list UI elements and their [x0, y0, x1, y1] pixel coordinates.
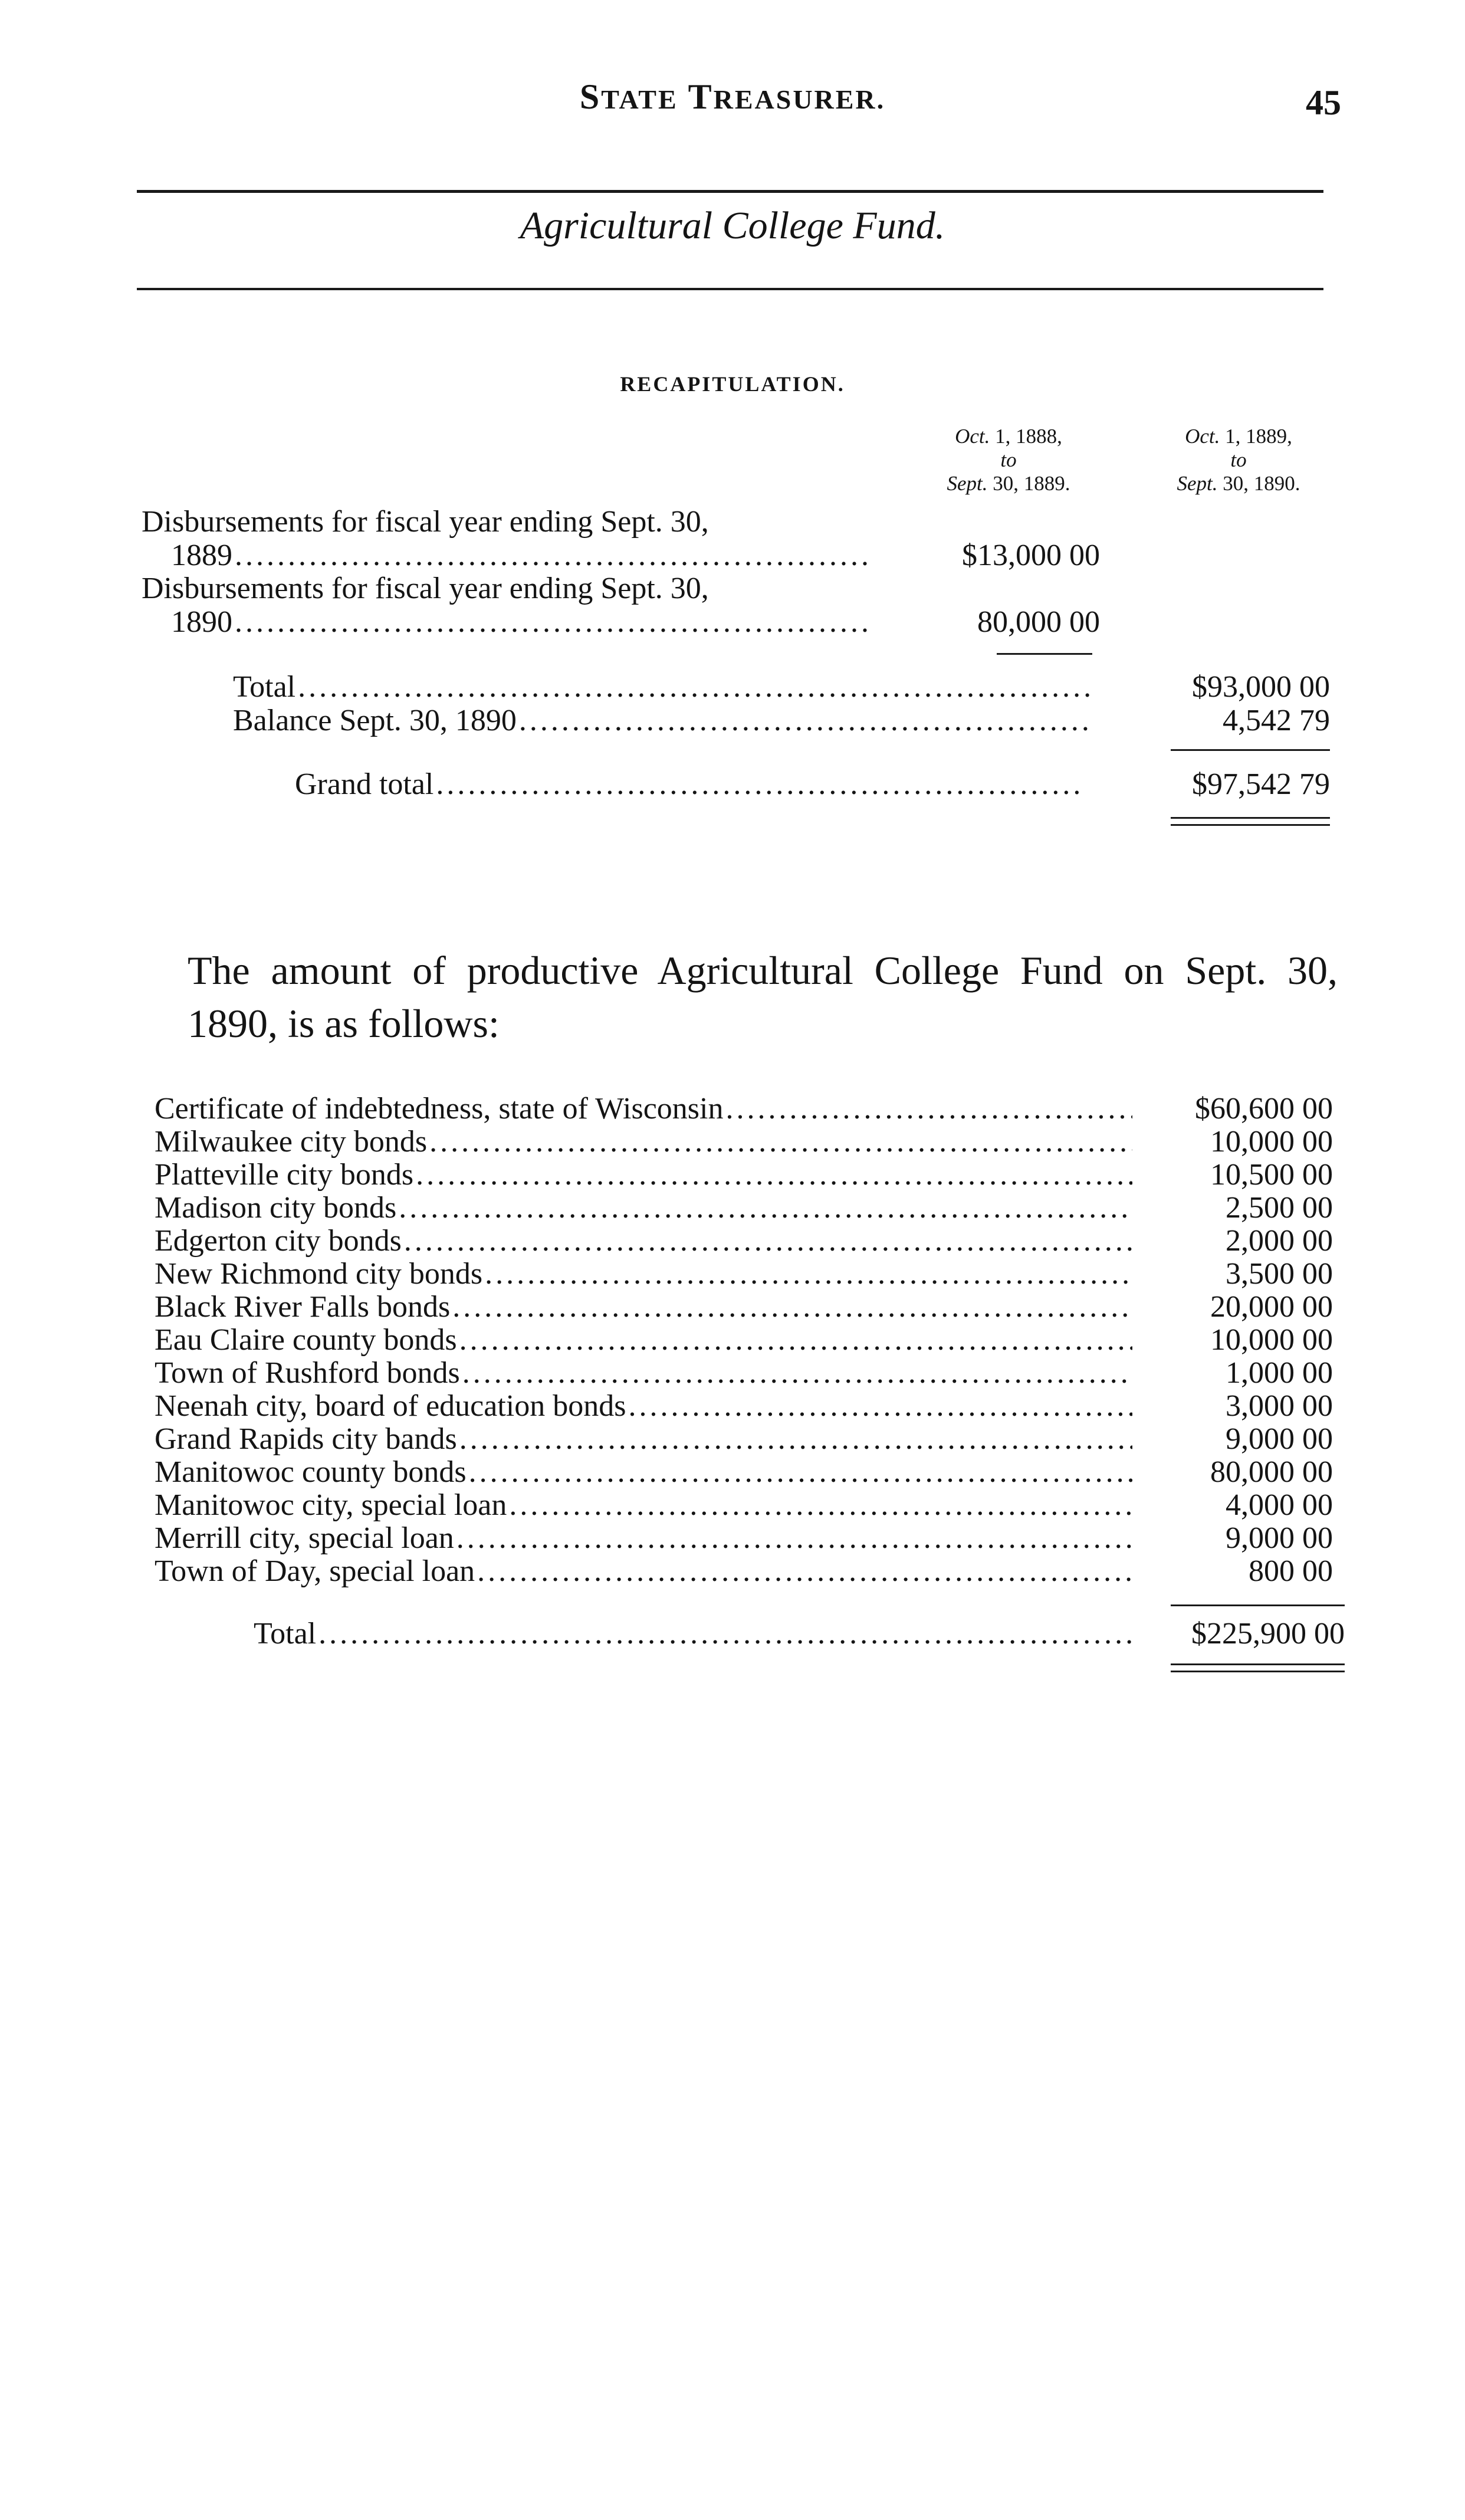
fund-row: [155, 1256, 1333, 1289]
fund-row: [155, 1289, 1333, 1323]
col2-line3-italic: Sept.: [1177, 472, 1218, 495]
dot-leader: [725, 1091, 1132, 1126]
fund-label: Milwaukee city bonds: [155, 1125, 428, 1159]
fund-row: [155, 1521, 1333, 1554]
running-head: [0, 77, 1465, 117]
top-rule: [137, 190, 1323, 193]
fund-row: [155, 1091, 1333, 1124]
fund-row: [155, 1157, 1333, 1190]
fund-label: Manitowoc city, special loan: [155, 1488, 507, 1522]
fund-total-label: Total: [254, 1617, 317, 1651]
dot-leader: [459, 1422, 1132, 1456]
fund-amount: 9,000 00: [1226, 1521, 1333, 1555]
col1-line3-italic: Sept.: [947, 472, 988, 495]
fund-label: Edgerton city bonds: [155, 1224, 402, 1258]
fund-total-row: [254, 1616, 1132, 1651]
double-rule-bottom: [1171, 824, 1330, 826]
dot-leader: [235, 538, 867, 573]
subtotal-rule: [997, 653, 1092, 655]
dot-leader: [628, 1389, 1132, 1423]
fund-amount: $60,600 00: [1195, 1092, 1333, 1126]
dot-leader: [298, 670, 1094, 704]
fund-row: [155, 1323, 1333, 1356]
dot-leader: [429, 1124, 1132, 1159]
double-rule-top: [1171, 817, 1330, 819]
dot-leader: [235, 605, 867, 639]
fund-list: [155, 1091, 1333, 1587]
col2-line2: to: [1230, 448, 1247, 471]
fund-amount: 2,000 00: [1226, 1224, 1333, 1258]
fund-label: Merrill city, special loan: [155, 1521, 454, 1555]
fund-amount: 80,000 00: [1210, 1455, 1333, 1489]
column-header-1890: [1135, 425, 1342, 496]
fund-label: Town of Day, special loan: [155, 1554, 475, 1588]
col2-line3: 30, 1890.: [1223, 472, 1300, 495]
fund-total-amount: $225,900 00: [1191, 1617, 1345, 1651]
dot-leader: [485, 1256, 1132, 1291]
intro-paragraph: The amount of productive Agricultural College Fund on Sept. 30, 1890, is as follows:: [188, 948, 1338, 1046]
recap-balance-amount: 4,542 79: [1223, 704, 1330, 737]
col2-line1: 1, 1889,: [1225, 425, 1292, 448]
running-head-initial-1: S: [579, 77, 602, 116]
fund-row: [155, 1389, 1333, 1422]
section-title: Agricultural College Fund.: [520, 204, 945, 247]
col1-line3: 30, 1889.: [993, 472, 1070, 495]
disbursement-1890-year: 1890: [171, 605, 232, 639]
fund-label: Neenah city, board of education bonds: [155, 1389, 626, 1423]
running-head-word-1: TATE: [601, 84, 678, 114]
disbursement-1889-year: 1889: [171, 539, 232, 572]
dot-leader: [519, 703, 1094, 738]
dot-leader: [318, 1616, 1132, 1651]
dot-leader: [416, 1157, 1132, 1192]
fund-row: [155, 1124, 1333, 1157]
recapitulation-heading: RECAPITULATION.: [620, 372, 845, 396]
fund-label: New Richmond city bonds: [155, 1257, 483, 1291]
fund-amount: 9,000 00: [1226, 1422, 1333, 1456]
section-rule: [137, 288, 1323, 290]
disbursement-1890-line1: Disbursements for fiscal year ending Sept. 30,: [142, 572, 709, 605]
fund-amount: 20,000 00: [1210, 1290, 1333, 1324]
fund-label: Eau Claire county bonds: [155, 1323, 457, 1357]
page-number: 45: [1306, 83, 1341, 122]
dot-leader: [404, 1223, 1132, 1258]
fund-amount: 2,500 00: [1226, 1191, 1333, 1225]
recap-total-row: [233, 670, 1094, 704]
recap-grand-total-label: Grand total: [295, 767, 434, 801]
fund-label: Black River Falls bonds: [155, 1290, 451, 1324]
col1-line1: 1, 1888,: [995, 425, 1062, 448]
col2-line1-italic: Oct.: [1185, 425, 1220, 448]
grand-total-rule: [1171, 749, 1330, 751]
column-header-1889: [905, 425, 1112, 496]
fund-row: [155, 1356, 1333, 1389]
disbursement-1890-amount: 80,000 00: [977, 605, 1100, 639]
disbursement-1890-line2: [171, 605, 867, 639]
disbursement-1889-amount: $13,000 00: [962, 539, 1100, 572]
fund-amount: 10,000 00: [1210, 1323, 1333, 1357]
fund-label: Grand Rapids city bands: [155, 1422, 457, 1456]
dot-leader: [462, 1356, 1132, 1390]
recap-balance-row: [233, 703, 1094, 738]
fund-amount: 3,000 00: [1226, 1389, 1333, 1423]
fund-amount: 1,000 00: [1226, 1356, 1333, 1390]
dot-leader: [477, 1554, 1132, 1589]
fund-amount: 4,000 00: [1226, 1488, 1333, 1522]
fund-double-rule-bottom: [1171, 1671, 1345, 1672]
disbursement-1889-line1: Disbursements for fiscal year ending Sept. 30,: [142, 505, 709, 539]
fund-amount: 800 00: [1249, 1554, 1333, 1588]
col1-line2: to: [1000, 448, 1017, 471]
fund-row: [155, 1223, 1333, 1256]
dot-leader: [436, 767, 1085, 802]
recap-total-label: Total: [233, 670, 296, 704]
running-head-word-2: REASURER.: [713, 84, 886, 114]
fund-amount: 10,500 00: [1210, 1158, 1333, 1192]
dot-leader: [509, 1488, 1132, 1522]
disbursement-1889-line2: [171, 538, 867, 573]
recap-total-amount: $93,000 00: [1192, 670, 1330, 704]
running-head-initial-2: T: [688, 77, 714, 116]
dot-leader: [399, 1190, 1132, 1225]
dot-leader: [469, 1455, 1132, 1489]
fund-label: Town of Rushford bonds: [155, 1356, 460, 1390]
fund-row: [155, 1455, 1333, 1488]
fund-row: [155, 1554, 1333, 1587]
fund-row: [155, 1190, 1333, 1223]
fund-label: Manitowoc county bonds: [155, 1455, 467, 1489]
dot-leader: [456, 1521, 1132, 1556]
recap-grand-total-amount: $97,542 79: [1192, 767, 1330, 801]
recap-grand-total-row: [295, 767, 1085, 802]
fund-amount: 10,000 00: [1210, 1125, 1333, 1159]
dot-leader: [452, 1289, 1132, 1324]
fund-total-rule: [1171, 1604, 1345, 1606]
fund-amount: 3,500 00: [1226, 1257, 1333, 1291]
fund-label: Certificate of indebtedness, state of Wisconsin: [155, 1092, 724, 1126]
fund-label: Madison city bonds: [155, 1191, 397, 1225]
recap-balance-label: Balance Sept. 30, 1890: [233, 704, 517, 737]
fund-row: [155, 1422, 1333, 1455]
dot-leader: [459, 1323, 1132, 1357]
fund-label: Platteville city bonds: [155, 1158, 414, 1192]
col1-line1-italic: Oct.: [955, 425, 990, 448]
fund-double-rule-top: [1171, 1663, 1345, 1665]
fund-row: [155, 1488, 1333, 1521]
